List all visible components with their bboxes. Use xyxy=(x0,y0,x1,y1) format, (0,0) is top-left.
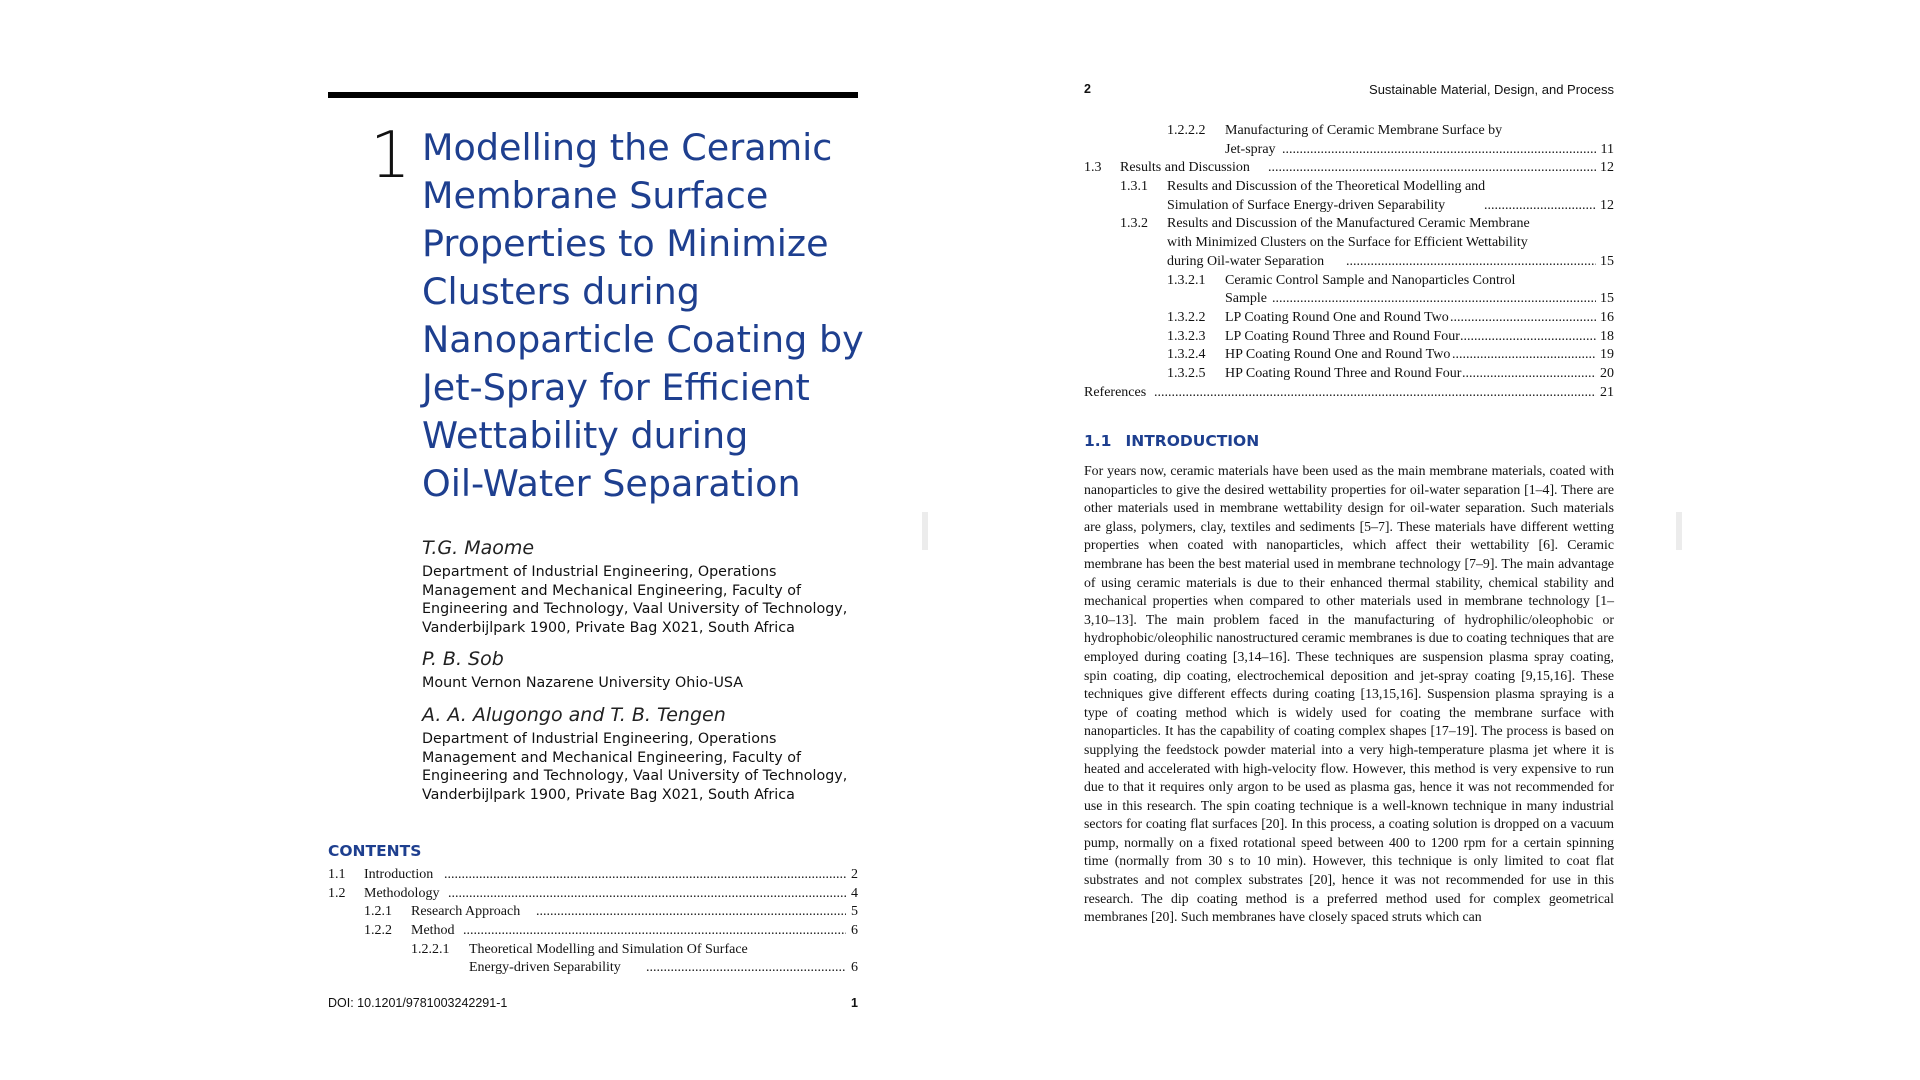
toc-number: 1.3.2.4 xyxy=(1167,347,1206,363)
scan-watermark xyxy=(1676,512,1682,550)
toc-number: 1.3.2.3 xyxy=(1167,328,1206,344)
title-line: Properties to Minimize xyxy=(422,222,829,265)
affiliation-line: Department of Industrial Engineering, Operations xyxy=(422,564,777,580)
toc-entry[interactable] xyxy=(1084,309,1614,328)
toc-title: Simulation of Surface Energy-driven Separability xyxy=(1167,197,1446,213)
toc-right xyxy=(1084,122,1614,402)
toc-entry[interactable] xyxy=(1084,197,1614,216)
toc-leader xyxy=(444,866,846,885)
toc-entry[interactable] xyxy=(1084,122,1614,141)
toc-title: LP Coating Round One and Round Two xyxy=(1225,309,1449,325)
toc-leader xyxy=(1484,197,1596,216)
toc-page: 6 xyxy=(851,923,858,939)
chapter-number: 1 xyxy=(370,119,411,193)
toc-number: 1.2.1 xyxy=(364,904,392,920)
toc-entry[interactable] xyxy=(328,959,858,978)
title-line: Jet-Spray for Efficient xyxy=(422,366,810,409)
toc-leader xyxy=(536,903,846,922)
author-block xyxy=(422,536,862,637)
toc-left xyxy=(328,866,858,978)
toc-title: Research Approach xyxy=(411,904,521,920)
toc-entry[interactable] xyxy=(1084,159,1614,178)
toc-entry[interactable] xyxy=(1084,178,1614,197)
toc-entry[interactable] xyxy=(1084,215,1614,234)
toc-title: with Minimized Clusters on the Surface for Efficient Wettability xyxy=(1167,235,1528,251)
toc-page: 4 xyxy=(851,885,858,901)
toc-title: Introduction xyxy=(364,867,434,882)
toc-leader xyxy=(1452,346,1596,365)
author-name: P. B. Sob xyxy=(422,648,504,671)
doi-footer: DOI: 10.1201/9781003242291-1 xyxy=(328,996,508,1010)
affiliation-line: Engineering and Technology, Vaal University of Technology, xyxy=(422,601,848,618)
toc-entry[interactable] xyxy=(328,941,858,960)
toc-entry[interactable] xyxy=(1084,346,1614,365)
affiliation-line: Department of Industrial Engineering, Operations xyxy=(422,730,777,747)
toc-page: 15 xyxy=(1600,291,1614,307)
toc-entry[interactable] xyxy=(328,922,858,941)
toc-entry[interactable] xyxy=(328,866,858,885)
chapter-rule xyxy=(328,92,858,98)
toc-title: Method xyxy=(411,923,455,939)
toc-title: Results and Discussion of the Theoretical Modelling and xyxy=(1167,179,1486,195)
title-line: Wettability during xyxy=(422,414,749,457)
affiliation-line: Management and Mechanical Engineering, Faculty of xyxy=(422,749,801,766)
toc-number: 1.2 xyxy=(328,885,346,901)
toc-page: 11 xyxy=(1600,141,1614,157)
toc-title: LP Coating Round Three and Round Four xyxy=(1225,328,1460,344)
toc-leader xyxy=(646,959,846,978)
toc-page: 16 xyxy=(1600,309,1614,325)
toc-title: HP Coating Round Three and Round Four xyxy=(1225,365,1462,381)
right-page xyxy=(1084,0,1614,1080)
toc-number: 1.2.2.2 xyxy=(1167,123,1206,138)
toc-title: Sample xyxy=(1225,291,1267,307)
author-list xyxy=(422,536,862,814)
toc-leader xyxy=(463,922,846,941)
toc-entry[interactable] xyxy=(1084,141,1614,160)
page-number: 1 xyxy=(851,996,858,1010)
toc-leader xyxy=(1346,253,1596,272)
toc-page: 5 xyxy=(851,904,858,920)
toc-title: Jet-spray xyxy=(1225,141,1276,157)
toc-leader xyxy=(1462,365,1596,384)
left-page xyxy=(328,0,864,1080)
toc-number: 1.2.2 xyxy=(364,923,392,939)
toc-entry[interactable] xyxy=(1084,384,1614,403)
toc-entry[interactable] xyxy=(1084,365,1614,384)
toc-entry[interactable] xyxy=(1084,272,1614,291)
toc-leader xyxy=(1282,141,1596,160)
author-block xyxy=(422,647,862,693)
section-number: 1.1 xyxy=(1084,432,1112,450)
toc-entry[interactable] xyxy=(1084,328,1614,347)
toc-page: 19 xyxy=(1600,347,1614,363)
toc-page: 12 xyxy=(1600,160,1614,176)
toc-number: 1.3.2.1 xyxy=(1167,272,1206,288)
toc-leader xyxy=(448,885,846,904)
toc-entry[interactable] xyxy=(328,885,858,904)
toc-title: Manufacturing of Ceramic Membrane Surface by xyxy=(1225,123,1503,138)
author-block xyxy=(422,703,862,804)
toc-page: 6 xyxy=(851,960,858,976)
toc-number: 1.2.2.1 xyxy=(411,941,450,957)
author-name: T.G. Maome xyxy=(422,537,535,559)
affiliation-line: Management and Mechanical Engineering, Faculty of xyxy=(422,582,801,599)
toc-leader xyxy=(1460,328,1596,347)
title-line: Nanoparticle Coating by xyxy=(422,318,864,361)
title-line: Modelling the Ceramic xyxy=(422,126,833,169)
toc-number: 1.3.2.5 xyxy=(1167,365,1206,381)
toc-title: during Oil-water Separation xyxy=(1167,253,1325,269)
toc-title: Results and Discussion of the Manufactured Ceramic Membrane xyxy=(1167,216,1530,232)
toc-leader xyxy=(1450,309,1596,328)
toc-page: 12 xyxy=(1600,197,1614,213)
toc-number: 1.1 xyxy=(328,867,346,882)
toc-title: HP Coating Round One and Round Two xyxy=(1225,347,1451,363)
toc-leader xyxy=(1268,159,1596,178)
affiliation-line: Vanderbijlpark 1900, Private Bag X021, South Africa xyxy=(422,619,795,636)
toc-title: Energy-driven Separability xyxy=(469,960,621,976)
title-line: Membrane Surface xyxy=(422,174,769,217)
section-title: INTRODUCTION xyxy=(1125,432,1260,450)
toc-entry[interactable] xyxy=(1084,234,1614,253)
toc-title: Methodology xyxy=(364,885,440,901)
body-paragraph: For years now, ceramic materials have been used as the main membrane materials, coated with nanoparticles to give the desired wettability properties for oil-water separation [1–4]. There are other materials used in membrane wettability design for oil-water separation. Such materials are glass, polymers, clay, textiles and sediments [5–7]. These materials have different wetting properties when coated with nanoparticles, which affect their wettability [6]. Ceramic membrane has been the best material used in membrane technology [7–9]. The main advantage of using ceramic materials is due to their enhanced thermal stability, chemical stability and mechanical properties when compared to other materials used in membrane technology [1–3,10–13]. The main problem faced in the manufacturing of hydrophilic/oleophobic or hydrophobic/oleophilic nanostructured ceramic membranes is due to coating techniques that are employed during coating [3,14–16]. These techniques are suspension plasma spray coating, spin coating, dip coating, electrochemical deposition and jet-spray coating [9,15,16]. These techniques give different effects during coating [13,15,16]. Suspension plasma spraying is a type of coating method which is widely used for coating the membrane surface with nanoparticles. It has the capability of coating complex shapes [17–19]. The process is based on supplying the feedstock powder material into a very high-temperature plasma jet where it is heated and accelerated with high-velocity flow. However, this method is very expensive to run due to that it requires only argon to be used as plasma gas, hence it was not recommended for use in this research. The spin coating technique is a well-known technique in many industrial sectors for coating flat surfaces [20]. In this process, a coating solution is dropped on a vacuum pump, normally on a fixed rotational speed between 400 to 1200 rpm for a certain spinning time (normally from 30 s to 10 min). However, this technique is only limited to coat flat substrates and not complex substrates [20], hence it was not recommended for use in this research. The dip coating method is a preferred method used for complex geometrical membranes [20]. Such membranes have closely spaced struts which can xyxy=(1084,463,1614,925)
affiliation-line: Engineering and Technology, Vaal University of Technology, xyxy=(422,768,848,785)
running-page-number: 2 xyxy=(1084,82,1091,96)
affiliation-line: Vanderbijlpark 1900, Private Bag X021, South Africa xyxy=(422,786,795,803)
contents-heading: CONTENTS xyxy=(328,842,422,860)
section-heading xyxy=(1084,432,1259,450)
toc-title: Theoretical Modelling and Simulation Of Surface xyxy=(469,941,748,957)
toc-entry[interactable] xyxy=(328,903,858,922)
toc-page: 2 xyxy=(851,867,858,882)
chapter-title xyxy=(422,124,862,508)
title-line: Clusters during xyxy=(422,270,700,313)
toc-title: Results and Discussion xyxy=(1120,160,1250,176)
title-line: Oil-Water Separation xyxy=(422,462,801,505)
toc-title: References xyxy=(1084,384,1147,400)
affiliation-line: Mount Vernon Nazarene University Ohio-USA xyxy=(422,675,744,692)
toc-entry[interactable] xyxy=(1084,253,1614,272)
toc-leader xyxy=(1154,384,1596,403)
toc-title: Ceramic Control Sample and Nanoparticles Control xyxy=(1225,272,1516,288)
toc-entry[interactable] xyxy=(1084,290,1614,309)
toc-number: 1.3.2.2 xyxy=(1167,309,1206,325)
toc-page: 15 xyxy=(1600,253,1614,269)
toc-number: 1.3.2 xyxy=(1120,216,1148,232)
toc-page: 18 xyxy=(1600,328,1614,344)
toc-number: 1.3.1 xyxy=(1120,179,1148,195)
toc-page: 21 xyxy=(1600,384,1614,400)
scan-watermark xyxy=(922,512,928,550)
toc-page: 20 xyxy=(1600,365,1614,381)
toc-number: 1.3 xyxy=(1084,160,1102,176)
toc-leader xyxy=(1272,290,1596,309)
running-title: Sustainable Material, Design, and Process xyxy=(1369,82,1614,97)
author-name: A. A. Alugongo and T. B. Tengen xyxy=(422,703,726,726)
